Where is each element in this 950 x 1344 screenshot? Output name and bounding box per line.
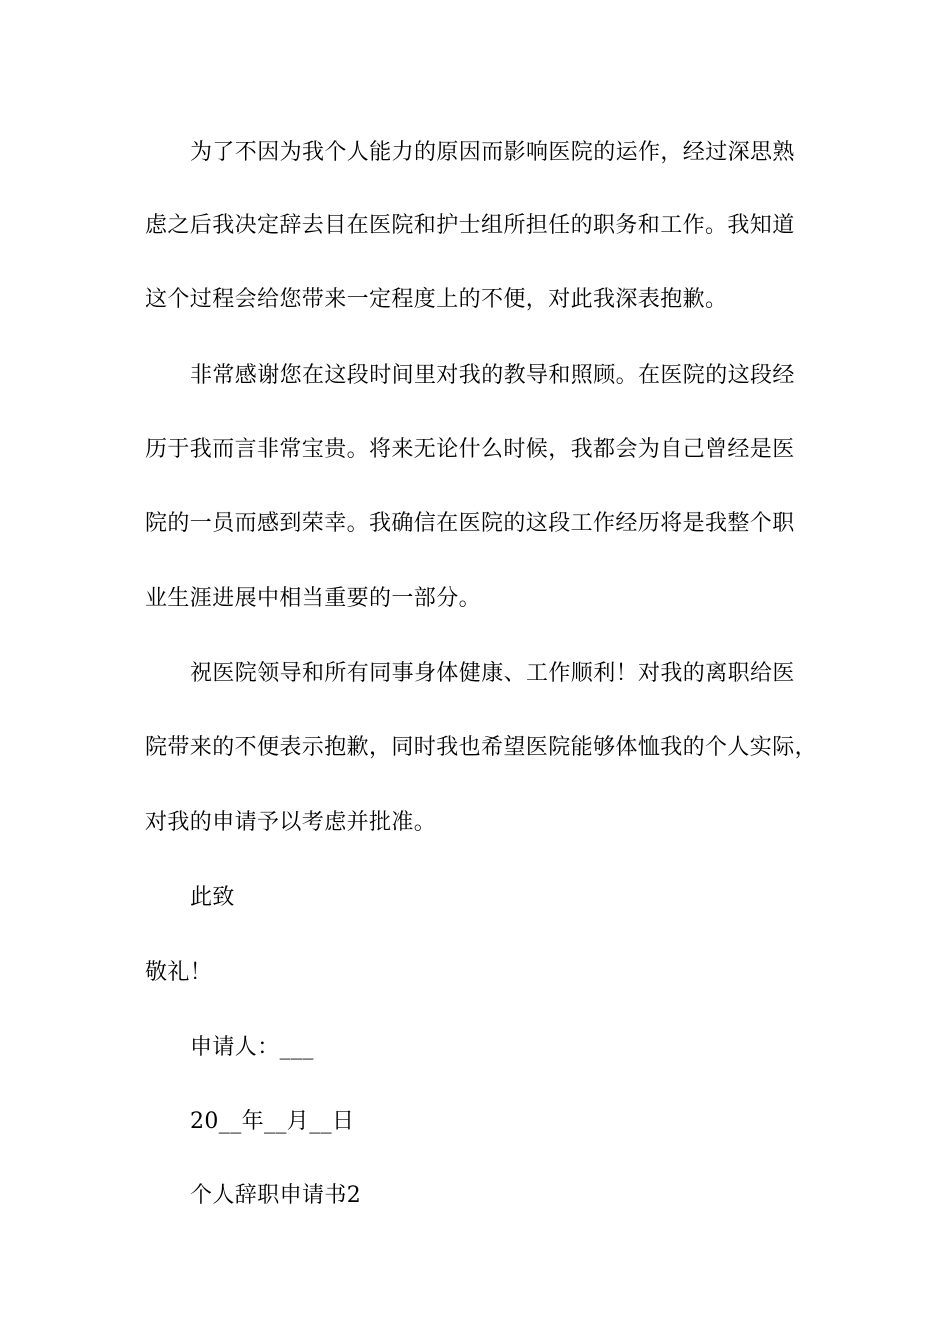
paragraph-3-line-2: 院带来的不便表示抱歉，同时我也希望医院能够体恤我的个人实际， (145, 735, 818, 760)
paragraph-2-line-2: 历于我而言非常宝贵。将来无论什么时候，我都会为自己曾经是医 (145, 437, 795, 462)
applicant-line: 申请人：___ (190, 1035, 314, 1060)
closing-text: 此致 (190, 885, 235, 910)
next-document-title: 个人辞职申请书2 (190, 1183, 362, 1208)
paragraph-3-line-1: 祝医院领导和所有同事身体健康、工作顺利！对我的离职给医 (190, 661, 795, 686)
paragraph-1-line-1: 为了不因为我个人能力的原因而影响医院的运作，经过深思熟 (190, 140, 795, 165)
paragraph-2-line-3: 院的一员而感到荣幸。我确信在医院的这段工作经历将是我整个职 (145, 511, 795, 536)
date-line: 20__年__月__日 (190, 1109, 355, 1134)
paragraph-1-line-2: 虑之后我决定辞去目在医院和护士组所担任的职务和工作。我知道 (145, 213, 795, 238)
paragraph-3-line-3: 对我的申请予以考虑并批准。 (145, 810, 437, 835)
paragraph-1-line-3: 这个过程会给您带来一定程度上的不便，对此我深表抱歉。 (145, 287, 728, 312)
salutation-text: 敬礼！ (145, 960, 213, 985)
paragraph-2-line-1: 非常感谢您在这段时间里对我的教导和照顾。在医院的这段经 (190, 363, 795, 388)
paragraph-2-line-4: 业生涯进展中相当重要的一部分。 (145, 586, 482, 611)
